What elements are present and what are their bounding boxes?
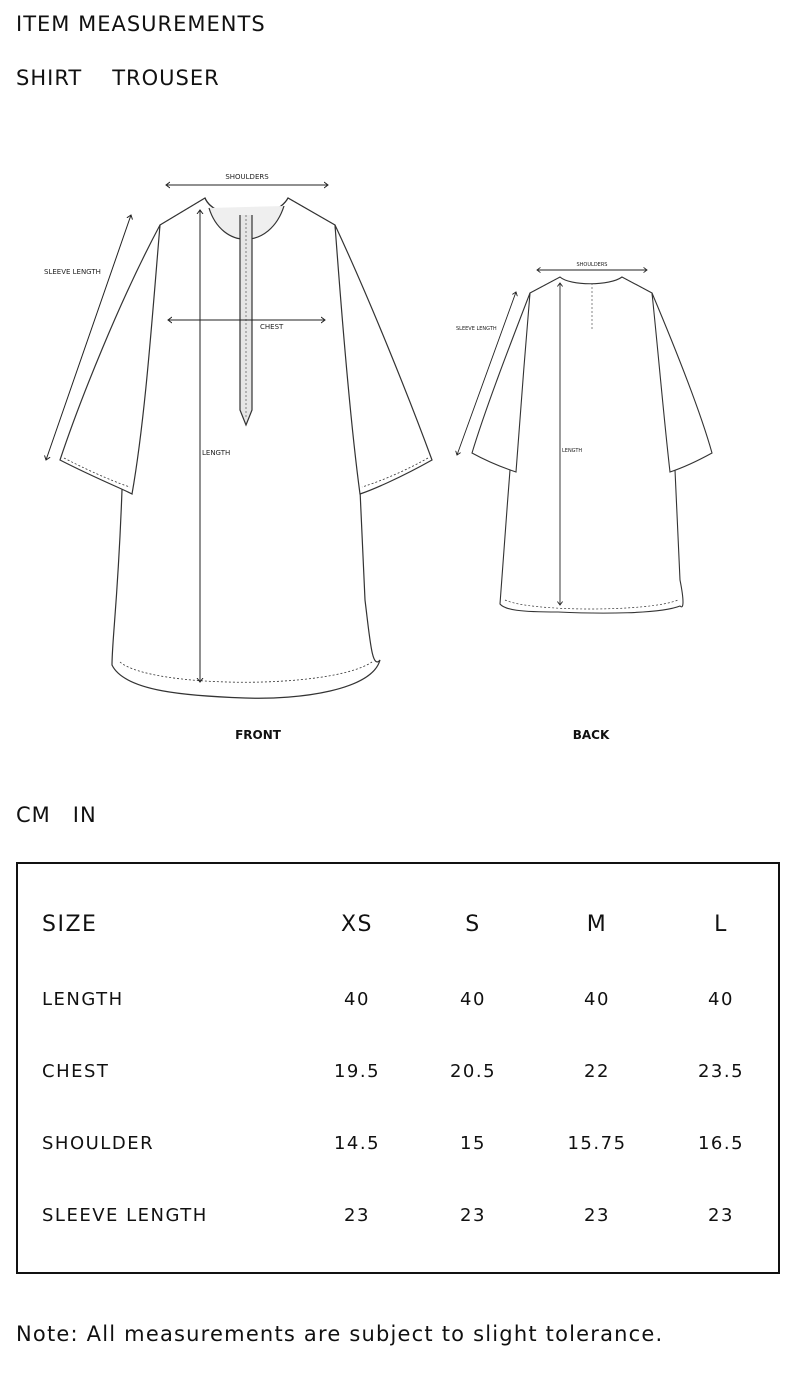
back-sleeve-length-label: SLEEVE LENGTH [456, 326, 497, 332]
table-cell: 19.5 [333, 1061, 381, 1082]
table-cell: 22 [584, 1061, 610, 1082]
back-length-label: LENGTH [562, 448, 583, 454]
table-cell: 15 [460, 1133, 486, 1154]
table-cell: 23.5 [697, 1061, 745, 1082]
garment-tabs [16, 66, 220, 90]
unit-cm[interactable]: CM [16, 803, 51, 827]
back-garment [472, 277, 712, 613]
unit-toggle [16, 803, 97, 827]
column-header: XS [340, 912, 374, 937]
table-header-row [18, 907, 778, 943]
garment-illustration [16, 130, 778, 770]
row-label: CHEST [42, 1061, 110, 1082]
row-label: SHOULDER [42, 1133, 155, 1154]
table-row [18, 1054, 778, 1090]
front-garment [60, 198, 432, 698]
front-sleeve-length-label: SLEEVE LENGTH [44, 268, 101, 276]
table-cell: 40 [460, 989, 486, 1010]
row-label: LENGTH [42, 989, 124, 1010]
table-row [18, 1198, 778, 1234]
table-row [18, 1126, 778, 1162]
table-cell: 16.5 [697, 1133, 745, 1154]
table-cell: 15.75 [567, 1133, 627, 1154]
table-row [18, 982, 778, 1018]
table-cell: 14.5 [333, 1133, 381, 1154]
front-caption: FRONT [235, 728, 281, 742]
tab-trouser[interactable]: TROUSER [112, 66, 220, 90]
front-length-label: LENGTH [202, 449, 231, 457]
column-header: M [586, 912, 608, 937]
unit-in[interactable]: IN [72, 803, 97, 827]
front-chest-label: CHEST [260, 323, 284, 331]
page-title: ITEM MEASUREMENTS [16, 12, 266, 36]
back-shoulders-label: SHOULDERS [576, 262, 608, 268]
row-label: SLEEVE LENGTH [42, 1205, 208, 1226]
table-cell: 40 [344, 989, 370, 1010]
tab-shirt[interactable]: SHIRT [16, 66, 83, 90]
back-caption: BACK [572, 728, 610, 742]
table-cell: 40 [584, 989, 610, 1010]
column-header: L [714, 912, 728, 937]
column-header: SIZE [42, 912, 98, 937]
table-cell: 20.5 [449, 1061, 497, 1082]
size-table [16, 862, 780, 1274]
table-cell: 23 [344, 1205, 370, 1226]
table-cell: 23 [460, 1205, 486, 1226]
table-cell: 40 [708, 989, 734, 1010]
table-cell: 23 [584, 1205, 610, 1226]
table-cell: 23 [708, 1205, 734, 1226]
tolerance-note: Note: All measurements are subject to slight tolerance. [16, 1322, 664, 1346]
column-header: S [465, 912, 481, 937]
front-shoulders-label: SHOULDERS [225, 173, 269, 181]
